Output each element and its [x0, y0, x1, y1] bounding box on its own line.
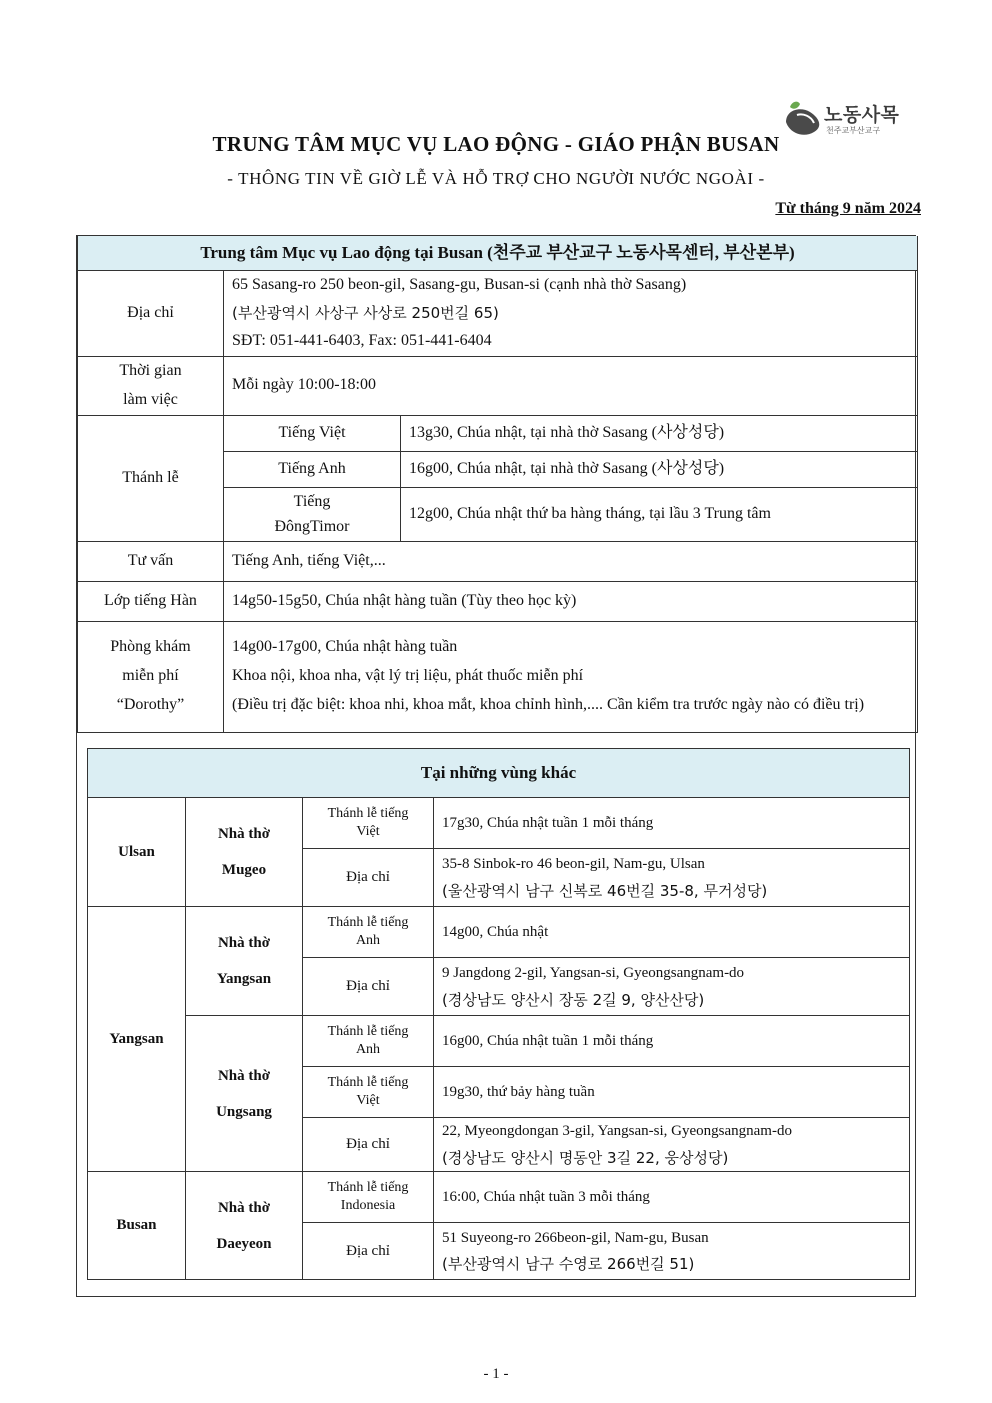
- clinic-label: Phòng khám miễn phí “Dorothy”: [78, 621, 224, 732]
- page-title: TRUNG TÂM MỤC VỤ LAO ĐỘNG - GIÁO PHẬN BUSAN: [212, 132, 780, 156]
- mass-lang-english: Tiếng Anh: [224, 451, 401, 487]
- logo-sub-text: 천주교부산교구: [826, 126, 881, 135]
- hours-value: Mỗi ngày 10:00-18:00: [224, 357, 918, 416]
- ungsang-mass-vietnamese-label: Thánh lễ tiếng Việt: [303, 1067, 434, 1118]
- other-regions-table: [87, 748, 910, 1280]
- hours-label: Thời gian làm việc: [78, 357, 224, 416]
- address-line-1: 65 Sasang-ro 250 beon-gil, Sasang-gu, Busan-si (cạnh nhà thờ Sasang): [232, 276, 687, 294]
- clinic-hours: 14g00-17g00, Chúa nhật hàng tuần: [232, 638, 458, 656]
- daeyeon-mass-label: Thánh lễ tiếng Indonesia: [303, 1172, 434, 1223]
- yangsan-address: 9 Jangdong 2-gil, Yangsan-si, Gyeongsangnam-do (경상남도 양산시 장동 2길 9, 양산산당): [434, 958, 910, 1016]
- mass-info-vietnamese: 13g30, Chúa nhật, tại nhà thờ Sasang (사상성당): [401, 415, 918, 451]
- region-busan: Busan: [88, 1172, 186, 1280]
- clinic-special-note: (Điều trị đặc biệt: khoa nhi, khoa mắt, khoa chỉnh hình,.... Cần kiểm tra trước ngày nào có điều trị): [232, 695, 865, 713]
- other-regions-header: Tại những vùng khác: [88, 749, 910, 798]
- page-number: - 1 -: [483, 1366, 509, 1382]
- clinic-services: Khoa nội, khoa nha, vật lý trị liệu, phát thuốc miễn phí: [232, 667, 584, 685]
- address-value: [224, 271, 918, 357]
- consult-value: Tiếng Anh, tiếng Việt,...: [224, 541, 918, 581]
- ungsang-address-label: Địa chỉ: [303, 1118, 434, 1172]
- yangsan-address-label: Địa chỉ: [303, 958, 434, 1016]
- info-table-frame: [76, 235, 916, 1297]
- daeyeon-address: 51 Suyeong-ro 266beon-gil, Nam-gu, Busan (부산광역시 남구 수영로 266번길 51): [434, 1223, 910, 1280]
- mass-lang-vietnamese: Tiếng Việt: [224, 415, 401, 451]
- korean-class-label: Lớp tiếng Hàn: [78, 581, 224, 621]
- church-mugeo: Nhà thờ Mugeo: [186, 798, 303, 907]
- church-daeyeon: Nhà thờ Daeyeon: [186, 1172, 303, 1280]
- church-ungsang: Nhà thờ Ungsang: [186, 1016, 303, 1172]
- daeyeon-address-label: Địa chỉ: [303, 1223, 434, 1280]
- mugeo-mass-info: 17g30, Chúa nhật tuần 1 mỗi tháng: [434, 798, 910, 849]
- yangsan-mass-info: 14g00, Chúa nhật: [434, 907, 910, 958]
- region-yangsan: Yangsan: [88, 907, 186, 1172]
- korean-class-value: 14g50-15g50, Chúa nhật hàng tuần (Tùy theo học kỳ): [224, 581, 918, 621]
- consult-label: Tư vấn: [78, 541, 224, 581]
- mugeo-mass-label: Thánh lễ tiếng Việt: [303, 798, 434, 849]
- mass-lang-east-timor: Tiếng ĐôngTimor: [224, 487, 401, 541]
- address-line-2: (부산광역시 사상구 사상로 250번길 65): [232, 304, 499, 322]
- mugeo-address-label: Địa chỉ: [303, 849, 434, 907]
- church-yangsan: Nhà thờ Yangsan: [186, 907, 303, 1016]
- mass-info-east-timor: 12g00, Chúa nhật thứ ba hàng tháng, tại lầu 3 Trung tâm: [401, 487, 918, 541]
- yangsan-mass-label: Thánh lễ tiếng Anh: [303, 907, 434, 958]
- ungsang-mass-english-info: 16g00, Chúa nhật tuần 1 mỗi tháng: [434, 1016, 910, 1067]
- ungsang-mass-vietnamese-info: 19g30, thứ bảy hàng tuần: [434, 1067, 910, 1118]
- clinic-value: [224, 621, 918, 732]
- phone-fax: SĐT: 051-441-6403, Fax: 051-441-6404: [232, 332, 492, 349]
- mass-label: Thánh lễ: [78, 415, 224, 541]
- center-header: [78, 236, 918, 271]
- daeyeon-mass-info: 16:00, Chúa nhật tuần 3 mỗi tháng: [434, 1172, 910, 1223]
- mass-info-english: 16g00, Chúa nhật, tại nhà thờ Sasang (사상성당): [401, 451, 918, 487]
- region-ulsan: Ulsan: [88, 798, 186, 907]
- ungsang-mass-english-label: Thánh lễ tiếng Anh: [303, 1016, 434, 1067]
- center-header-text: Trung tâm Mục vụ Lao động tại Busan (천주교 부산교구 노동사목센터, 부산본부): [200, 242, 795, 262]
- address-label: Địa chỉ: [78, 271, 224, 357]
- page-subtitle: - THÔNG TIN VỀ GIỜ LỄ VÀ HỖ TRỢ CHO NGƯỜI NƯỚC NGOÀI -: [227, 169, 765, 188]
- logo-main-text: 노동사목: [824, 104, 900, 126]
- center-info-table: [77, 236, 918, 733]
- ungsang-address: 22, Myeongdongan 3-gil, Yangsan-si, Gyeongsangnam-do (경상남도 양산시 명동안 3길 22, 웅상성당): [434, 1118, 910, 1172]
- mugeo-address: 35-8 Sinbok-ro 46 beon-gil, Nam-gu, Ulsan (울산광역시 남구 신복로 46번길 35-8, 무거성당): [434, 849, 910, 907]
- effective-date: Từ tháng 9 năm 2024: [775, 200, 921, 217]
